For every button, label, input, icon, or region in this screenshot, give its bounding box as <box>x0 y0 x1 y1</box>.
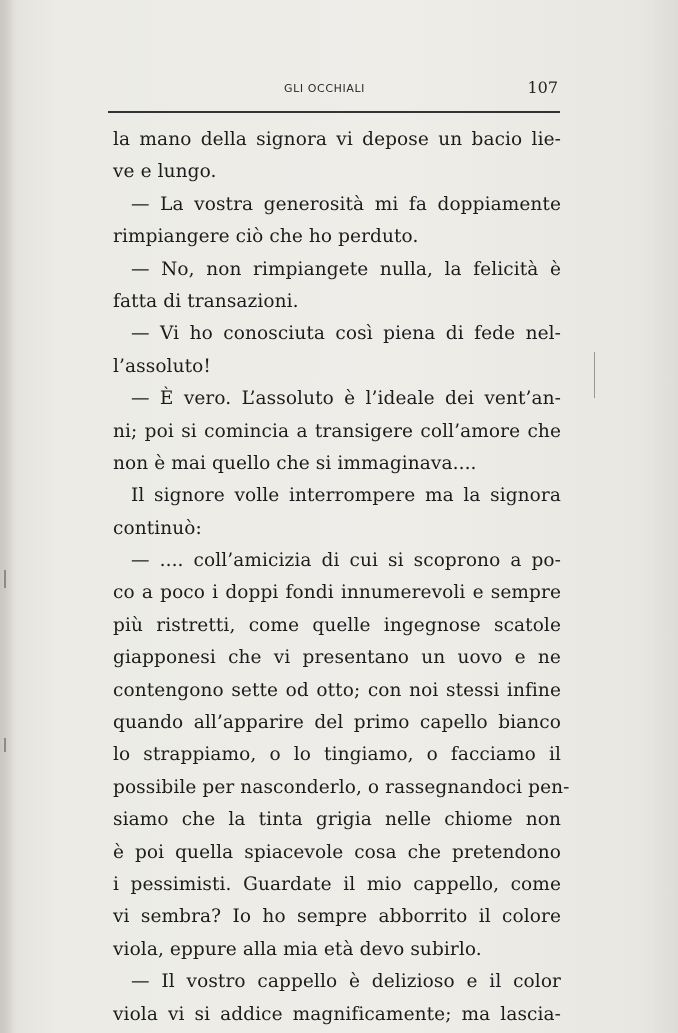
body-text <box>113 124 570 1031</box>
text-line: — No, non rimpiangete nulla, la felicità è <box>131 258 561 280</box>
text-line: co a poco i doppi fondi innumerevoli e sempre <box>113 582 561 604</box>
text-line: possibile per nasconderlo, o rassegnandoci pen- <box>113 776 570 798</box>
text-line: più ristretti, come quelle ingegnose scatole <box>113 614 561 636</box>
text-line: i pessimisti. Guardate il mio cappello, come <box>113 873 561 895</box>
text-line: la mano della signora vi depose un bacio lie- <box>113 129 561 150</box>
text-line: — Il vostro cappello è delizioso e il color <box>131 971 561 993</box>
text-line: siamo che la tinta grigia nelle chiome non <box>113 809 561 831</box>
text-line: ve e lungo. <box>113 161 217 183</box>
text-line: l’assoluto! <box>113 355 211 377</box>
text-line: vi sembra? Io ho sempre abborrito il colore <box>113 906 561 928</box>
margin-scan-mark <box>594 352 595 398</box>
text-line: non è mai quello che si immaginava.... <box>113 452 477 474</box>
running-head <box>108 78 560 102</box>
text-line: Il signore volle interrompere ma la signora <box>131 485 561 507</box>
text-line: contengono sette od otto; con noi stessi infine <box>113 679 561 701</box>
text-line: continuò: <box>113 517 202 539</box>
text-line: rimpiangere ciò che ho perduto. <box>113 226 419 248</box>
text-line: viola vi si addice magnificamente; ma lascia- <box>113 1003 561 1025</box>
header-rule <box>108 111 560 113</box>
text-line: è poi quella spiacevole cosa che pretendono <box>113 841 561 863</box>
text-line: fatta di transazioni. <box>113 290 299 312</box>
text-line: giapponesi che vi presentano un uovo e ne <box>113 647 561 669</box>
text-line: lo strappiamo, o lo tingiamo, o facciamo il <box>113 744 561 766</box>
page-number: 107 <box>527 78 558 97</box>
text-line: — Vi ho conosciuta così piena di fede nel- <box>131 323 561 345</box>
text-line: — La vostra generosità mi fa doppiamente <box>131 193 561 215</box>
text-line: — È vero. L’assoluto è l’ideale dei vent’an- <box>131 388 561 410</box>
text-line: quando all’apparire del primo capello bianco <box>113 712 561 734</box>
text-line: viola, eppure alla mia età devo subirlo. <box>113 938 482 960</box>
margin-scan-mark <box>4 738 6 752</box>
page-binding-shadow <box>0 0 14 1033</box>
margin-scan-mark <box>4 570 6 588</box>
running-title: GLI OCCHIALI <box>284 82 366 95</box>
text-line: — .... coll’amicizia di cui si scoprono a po- <box>131 550 561 572</box>
text-line: ni; poi si comincia a transigere coll’amore che <box>113 420 561 442</box>
